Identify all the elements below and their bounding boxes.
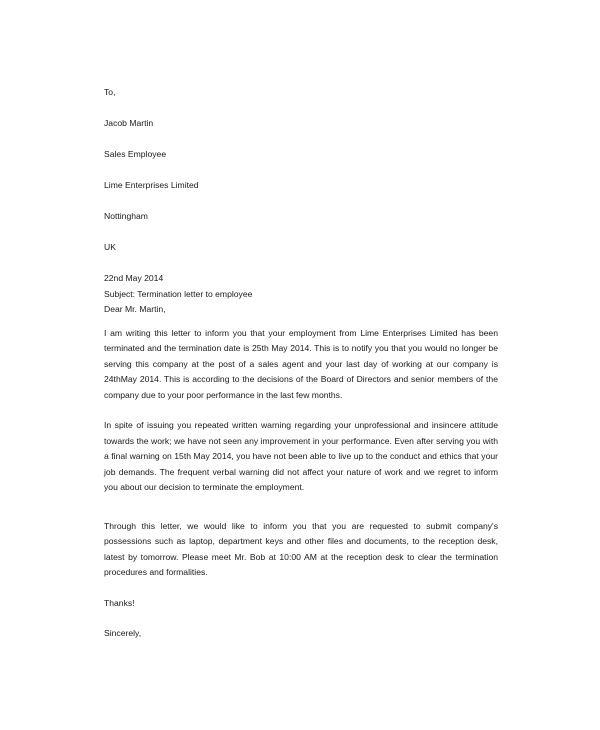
thanks-line: Thanks!	[104, 597, 135, 608]
paragraph-termination-notice: I am writing this letter to inform you that your employment from Lime Enterprises Limited has been terminated and the termination date is 25th May 2014. This is to notify you that you would no longer be serving this company at the post of a sales agent and your last day of working at our company is 24thMay 2014. This is according to the decisions of the Board of Directors and senior members of the company due to your poor performance in the last few months.	[104, 327, 498, 400]
recipient-company: Lime Enterprises Limited	[104, 180, 199, 190]
recipient-city: Nottingham	[104, 211, 148, 221]
letter-body	[104, 85, 498, 642]
paragraph-possessions: Through this letter, we would like to inform you that you are requested to submit company's possessions such as laptop, department keys and other files and documents, to the reception desk, latest by tomorrow. Please meet Mr. Bob at 10:00 AM at the reception desk to clear the termination procedures and formalities.	[104, 520, 498, 577]
letter-subject: Subject: Termination letter to employee	[104, 288, 253, 299]
to-line: To,	[104, 87, 116, 97]
closing-line: Sincerely,	[104, 628, 142, 638]
paragraph-warnings: In spite of issuing you repeated written warning regarding your unprofessional and insincere attitude towards the work; we have not seen any improvement in your performance. Even after serving you with a final warning on 15th May 2014, you have not been able to live up to the conduct and ethics that your job demands. The frequent verbal warning did not affect your nature of work and we regret to inform you about our decision to terminate the employment.	[104, 420, 498, 492]
recipient-name: Jacob Martin	[104, 118, 154, 128]
letter-greeting: Dear Mr. Martin,	[104, 304, 166, 314]
recipient-title: Sales Employee	[104, 149, 167, 159]
letter-date: 22nd May 2014	[104, 273, 164, 283]
recipient-country: UK	[104, 242, 116, 252]
